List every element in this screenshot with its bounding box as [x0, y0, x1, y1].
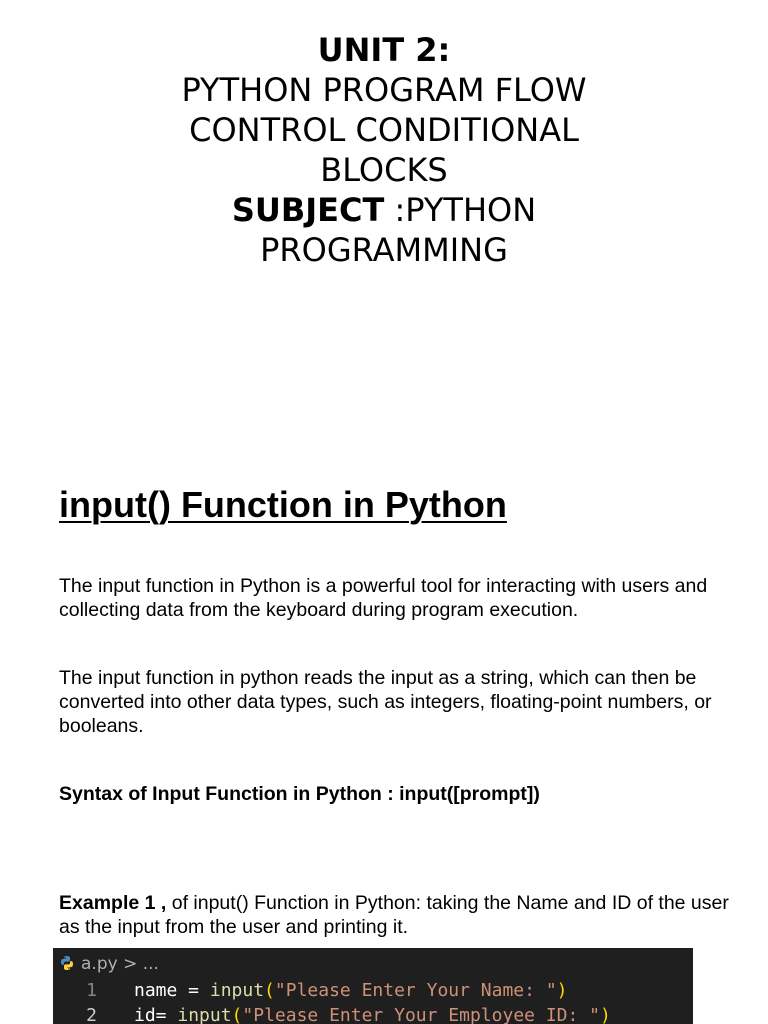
- syntax-line: Syntax of Input Function in Python : input([prompt]): [59, 783, 540, 805]
- code-variable: id=: [134, 1005, 178, 1024]
- paragraph-1: The input function in Python is a powerful tool for interacting with users and collecting data from the keyboard during program execution.: [59, 575, 708, 621]
- code-paren-open: (: [231, 1005, 243, 1024]
- python-file-icon: [59, 955, 75, 971]
- code-paren-close: ): [600, 1005, 611, 1024]
- code-variable: name =: [134, 980, 210, 1001]
- subject-line: [0, 190, 768, 230]
- example-text: of input() Function in Python: taking the Name and ID of the user as the input from the user and printing it.: [59, 892, 729, 938]
- title-line-3: BLOCKS: [320, 151, 448, 189]
- subject-label: SUBJECT: [231, 191, 385, 229]
- code-line: [53, 978, 568, 1004]
- code-breadcrumb: [59, 952, 159, 976]
- code-function: input: [209, 980, 265, 1001]
- code-string: "Please Enter Your Employee ID: ": [242, 1005, 601, 1024]
- code-function: input: [177, 1005, 232, 1024]
- unit-title: UNIT 2:: [317, 31, 451, 69]
- line-number: 1: [86, 980, 97, 1001]
- code-line: [53, 1003, 611, 1024]
- code-string: "Please Enter Your Name: ": [274, 980, 557, 1001]
- line-number: 2: [86, 1005, 97, 1024]
- example-label: Example 1 ,: [59, 892, 167, 914]
- title-line-2: CONTROL CONDITIONAL: [189, 111, 579, 149]
- code-paren-open: (: [264, 980, 275, 1001]
- paragraph-2: The input function in python reads the input as a string, which can then be converted into other data types, such as integers, floating-point numbers, or booleans.: [59, 667, 712, 737]
- subject-value-2: PROGRAMMING: [260, 231, 508, 269]
- code-screenshot: [53, 948, 693, 1024]
- breadcrumb-text: a.py > ...: [81, 954, 159, 974]
- document-title: [0, 30, 768, 270]
- example-paragraph: [59, 891, 729, 939]
- subject-value: :PYTHON: [384, 191, 537, 229]
- section-heading: input() Function in Python: [59, 484, 507, 525]
- title-line-1: PYTHON PROGRAM FLOW: [181, 71, 587, 109]
- code-paren-close: ): [556, 980, 568, 1001]
